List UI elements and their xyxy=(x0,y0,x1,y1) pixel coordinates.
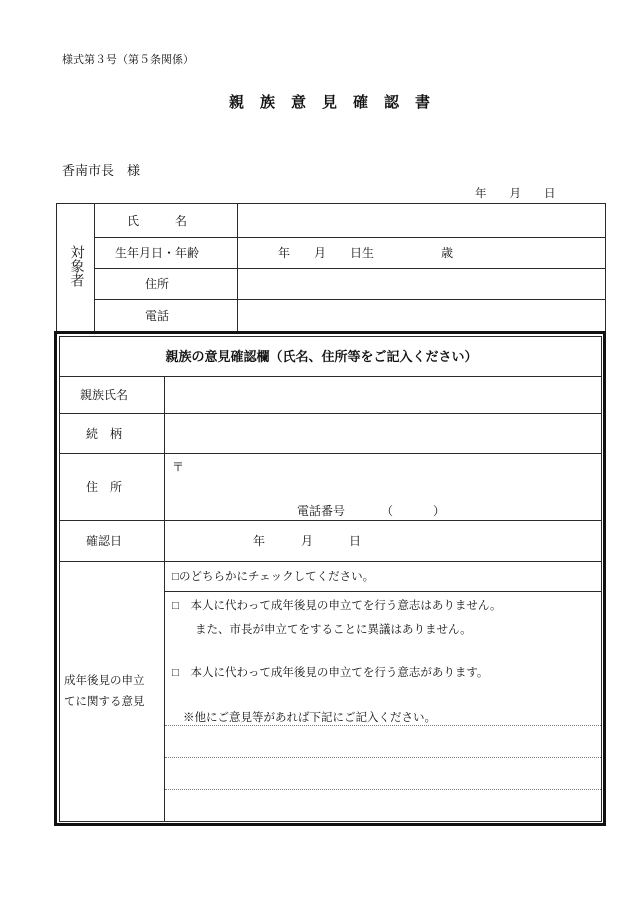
option-no-intent: □ 本人に代わって成年後見の申立てを行う意志はありません。 xyxy=(172,600,502,612)
subject-heading-cell xyxy=(57,204,95,332)
confirm-date-template: 年 月 日 xyxy=(253,534,362,548)
subject-name-label: 氏 名 xyxy=(95,204,238,238)
relative-section-heading: 親族の意見確認欄（氏名、住所等をご記入ください） xyxy=(60,337,602,377)
subject-heading: 対象者 xyxy=(68,245,84,287)
age-suffix: 歳 xyxy=(441,246,454,260)
comment-prompt: ※他にご意見等があれば下記にご記入ください。 xyxy=(183,712,436,724)
document-title: 親族意見確認書 xyxy=(229,95,447,111)
birth-date-template: 年 月 日生 xyxy=(278,246,375,260)
relative-address-field xyxy=(165,454,602,521)
relationship-field xyxy=(165,414,602,454)
opinion-field xyxy=(165,562,602,822)
opinion-options xyxy=(165,592,601,726)
phone-number-label: 電話番号 xyxy=(297,504,346,518)
subject-birth-field xyxy=(238,238,606,269)
address-box xyxy=(165,454,601,520)
comment-line-3 xyxy=(165,790,601,821)
confirm-date-field xyxy=(165,521,602,562)
form-number: 様式第３号（第５条関係） xyxy=(62,54,194,66)
opinion-label-line-2: てに関する意見 xyxy=(64,695,145,708)
relationship-label: 続 柄 xyxy=(60,414,165,454)
subject-phone-label: 電話 xyxy=(95,300,238,332)
document-date: 年 月 日 xyxy=(475,188,556,200)
subject-table xyxy=(56,203,606,332)
relative-address-label: 住 所 xyxy=(60,454,165,521)
relative-opinion-table xyxy=(59,336,602,822)
subject-name-field xyxy=(238,204,606,238)
opinion-instruction: □のどちらかにチェックしてください。 xyxy=(172,571,375,583)
option-intent: □ 本人に代わって成年後見の申立てを行う意志があります。 xyxy=(172,667,489,679)
option-no-intent-note: また、市長が申立てをすることに異議はありません。 xyxy=(195,624,472,636)
postal-mark: 〒 xyxy=(172,460,185,474)
subject-address-field xyxy=(238,269,606,300)
addressee: 香南市長 様 xyxy=(62,163,141,178)
relative-name-field xyxy=(165,377,602,414)
relative-name-label: 親族氏名 xyxy=(60,377,165,414)
subject-birth-label: 生年月日・年齢 xyxy=(95,238,238,269)
comment-line-1 xyxy=(165,726,601,758)
opinion-instruction-row xyxy=(165,562,601,592)
subject-phone-field xyxy=(238,300,606,332)
relative-opinion-frame xyxy=(54,331,606,826)
phone-number-parens: （ ） xyxy=(381,504,447,518)
confirm-date-label: 確認日 xyxy=(60,521,165,562)
opinion-label xyxy=(60,562,165,822)
opinion-area xyxy=(165,562,601,821)
opinion-label-line-1: 成年後見の申立 xyxy=(64,674,145,687)
comment-line-2 xyxy=(165,758,601,790)
subject-address-label: 住所 xyxy=(95,269,238,300)
